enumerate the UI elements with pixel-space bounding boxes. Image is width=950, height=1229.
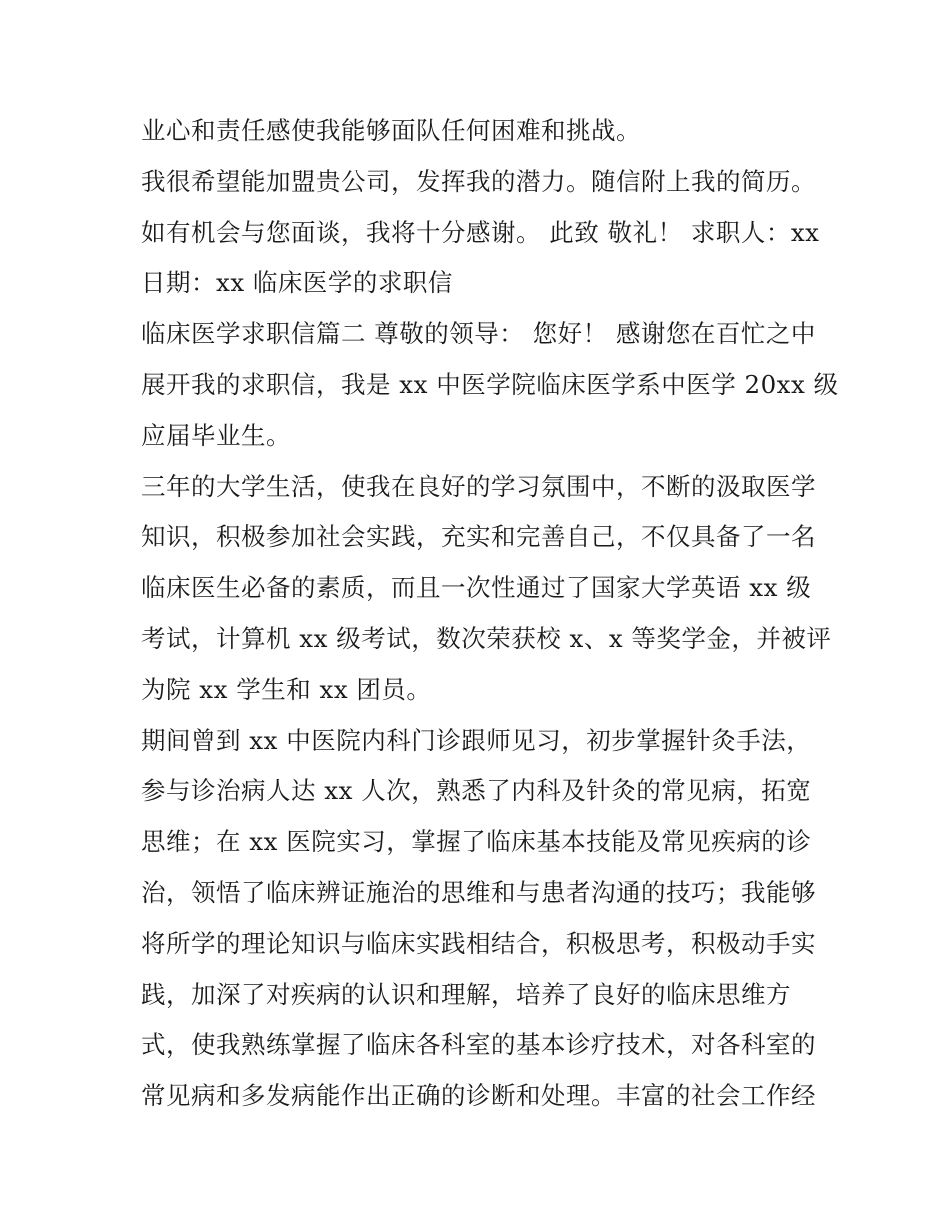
text-line: 日期：xx 临床医学的求职信 — [141, 268, 453, 298]
text-line: 践，加深了对疾病的认识和理解，培养了良好的临床思维方 — [141, 979, 791, 1009]
text-line: 参与诊治病人达 xx 人次，熟悉了内科及针灸的常见病，拓宽 — [141, 776, 812, 806]
letter-body — [141, 106, 839, 1122]
text-line: 展开我的求职信，我是 xx 中医学院临床医学系中医学 20xx 级 — [141, 369, 839, 399]
text-line: 业心和责任感使我能够面队任何困难和挑战。 — [141, 116, 641, 145]
text-line: 知识，积极参加社会实践，充实和完善自己，不仅具备了一名 — [141, 522, 816, 552]
text-line: 临床医生必备的素质，而且一次性通过了国家大学英语 xx 级 — [141, 573, 812, 603]
text-line: 如有机会与您面谈，我将十分感谢。 此致 敬礼！ 求职人：xx — [141, 217, 820, 247]
text-line: 期间曾到 xx 中医院内科门诊跟师见习，初步掌握针灸手法， — [141, 725, 812, 755]
text-line: 思维；在 xx 医院实习，掌握了临床基本技能及常见疾病的诊 — [141, 827, 812, 857]
text-line: 为院 xx 学生和 xx 团员。 — [141, 674, 432, 704]
text-line: 将所学的理论知识与临床实践相结合，积极思考，积极动手实 — [141, 928, 816, 958]
text-line: 我很希望能加盟贵公司，发挥我的潜力。随信附上我的简历。 — [141, 166, 816, 196]
text-line: 常见病和多发病能作出正确的诊断和处理。丰富的社会工作经 — [141, 1081, 816, 1111]
text-line: 治，领悟了临床辨证施治的思维和与患者沟通的技巧；我能够 — [141, 877, 816, 907]
text-line: 应届毕业生。 — [141, 420, 291, 450]
text-line: 三年的大学生活，使我在良好的学习氛围中，不断的汲取医学 — [141, 471, 816, 501]
text-line: 考试，计算机 xx 级考试，数次荣获校 x、x 等奖学金，并被评 — [141, 623, 832, 653]
text-line: 临床医学求职信篇二 尊敬的领导： 您好！ 感谢您在百忙之中 — [141, 319, 816, 349]
text-line: 式，使我熟练掌握了临床各科室的基本诊疗技术，对各科室的 — [141, 1030, 816, 1060]
